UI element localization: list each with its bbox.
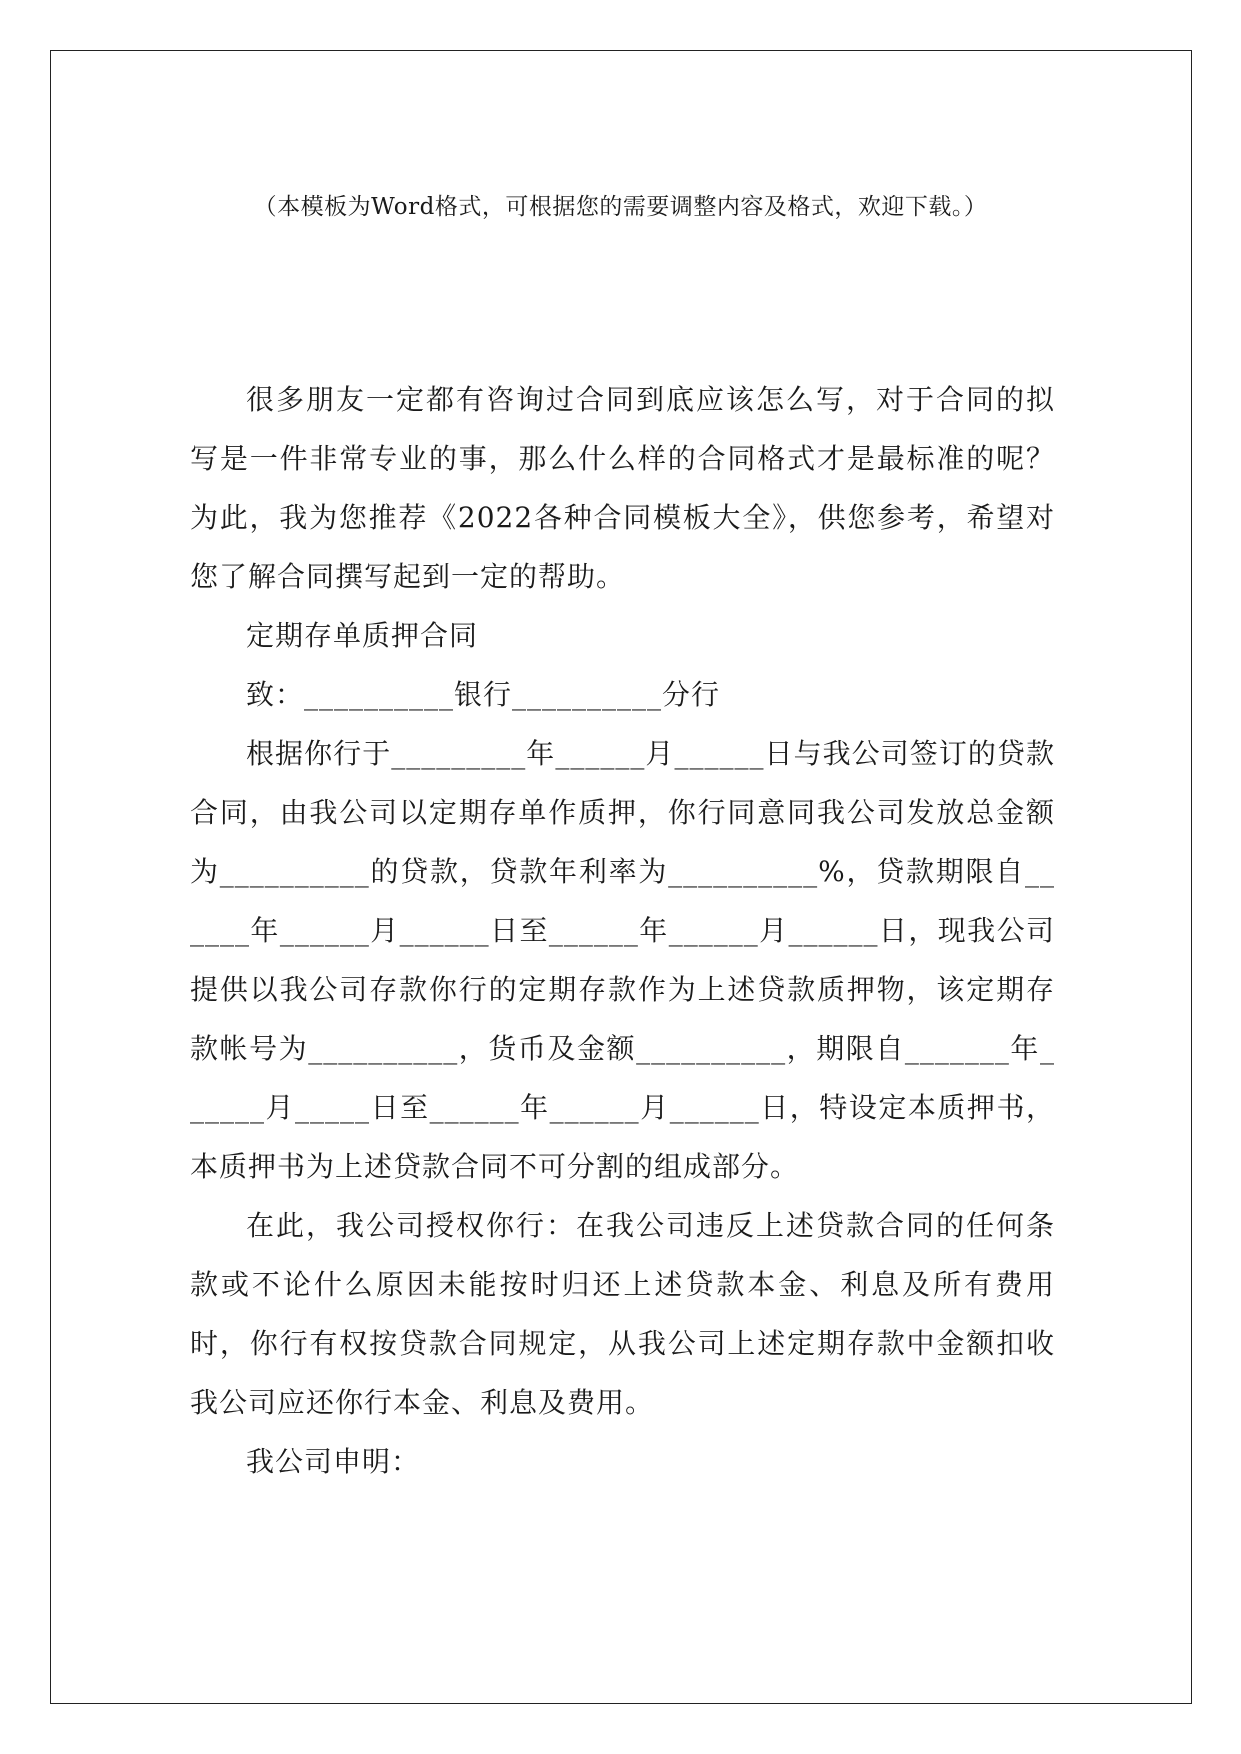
template-note: （本模板为Word格式，可根据您的需要调整内容及格式，欢迎下载。） (253, 194, 988, 220)
authorization-paragraph: 在此，我公司授权你行：在我公司违反上述贷款合同的任何条款或不论什么原因未能按时归还上述贷款本金、利息及所有费用时，你行有权按贷款合同规定，从我公司上述定期存款中金额扣收我公司应还你行本金、利息及费用。 (190, 1209, 1055, 1419)
contract-title: 定期存单质押合同 (246, 619, 479, 652)
declaration-heading: 我公司申明： (246, 1445, 421, 1478)
document-body (190, 370, 1055, 1491)
addressee-line: 致：__________银行__________分行 (246, 678, 721, 711)
loan-terms-paragraph: 根据你行于_________年______月______日与我公司签订的贷款合同，由我公司以定期存单作质押，你行同意同我公司发放总金额为__________的贷款，贷款年利率为__________%，贷款期限自______年______月______日至______年______月______日，现我公司提供以我公司存款你行的定期存款作为上述贷款质押物，该定期存款帐号为__________，货币及金额__________，期限自_______年______月_____日至______年______月______日，特设定本质押书，本质押书为上述贷款合同不可分割的组成部分。 (190, 737, 1055, 1183)
intro-paragraph: 很多朋友一定都有咨询过合同到底应该怎么写，对于合同的拟写是一件非常专业的事，那么什么样的合同格式才是最标准的呢？为此，我为您推荐《2022各种合同模板大全》，供您参考，希望对您了解合同撰写起到一定的帮助。 (190, 383, 1055, 593)
